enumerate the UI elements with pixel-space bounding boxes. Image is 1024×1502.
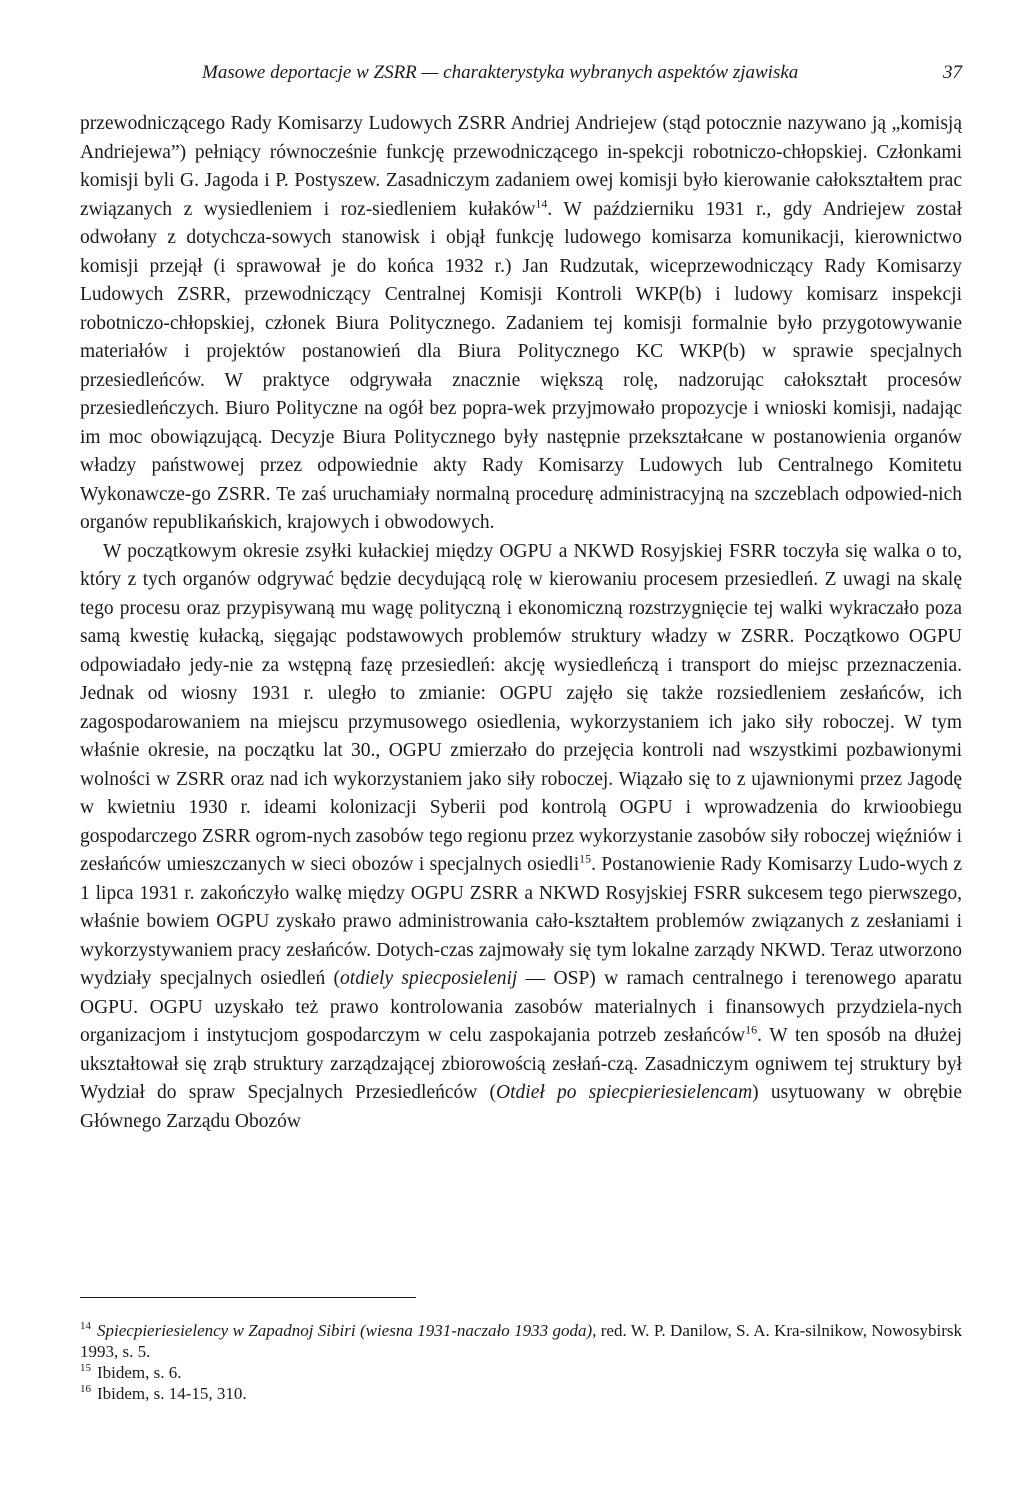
footnote — [80, 1383, 962, 1404]
document-page — [80, 58, 963, 1403]
footnote-reference: 16 — [745, 1022, 758, 1037]
footnote — [80, 1320, 962, 1362]
footnotes — [80, 1320, 962, 1404]
paragraph-text: ) usytuowany w obrębie Głównego Zarządu Obozów — [80, 1082, 962, 1132]
body-text — [80, 110, 962, 1136]
running-header — [80, 58, 962, 88]
running-title: Masowe deportacje w ZSRR — charakterystyka wybranych aspektów zjawiska — [202, 62, 799, 83]
footnote — [80, 1362, 962, 1383]
footnote-number: 15 — [80, 1362, 91, 1375]
page-number: 37 — [943, 62, 962, 83]
footnote-number: 14 — [80, 1320, 91, 1333]
footnote-reference: 15 — [579, 851, 592, 866]
footnote-number: 16 — [80, 1383, 91, 1396]
footnote-reference: 14 — [535, 196, 548, 210]
footnote-text: Ibidem, s. 6. — [97, 1363, 182, 1382]
footnote-separator — [80, 1297, 416, 1298]
paragraph-text: . W październiku 1931 r., gdy Andriejew został odwołany z dotychcza-sowych stanowisk i objął funkcję ludowego komisarza komunikacji, kierownictwo komisji przejął (i sprawował je do końca 1932 r.) Jan Rudzutak, wiceprzewodniczący Rady Komisarzy Ludowych ZSRR, przewodniczący Centralnej Komisji Kontroli WKP(b) i ludowy komisarz inspekcji robotniczo-chłopskiej, członek Biura Politycznego. Zadaniem tej komisji formalnie było przygotowywanie materiałów i projektów postanowień dla Biura Politycznego KC WKP(b) w sprawie specjalnych przesiedleńców. W praktyce odgrywała znacznie większą rolę, nadzorując całokształt procesów przesiedleńczych. Biuro Polityczne na ogół bez popra-wek przyjmowało propozycje i wnioski komisji, nadając im moc obowiązującą. Decyzje Biura Politycznego były następnie przekształcane w postanowienia organów władzy państwowej przez odpowiednie akty Rady Komisarzy Ludowych lub Centralnego Komitetu Wykonawcze-go ZSRR. Te zaś uruchamiały normalną procedurę administracyjną na szczeblach odpowied-nich organów republikańskich, krajowych i obwodowych. — [80, 198, 963, 533]
paragraph-text: . Postanowienie Rady Komisarzy Ludo-wych z 1 lipca 1931 r. zakończyło walkę między OGPU ZSRR a NKWD Rosyjskiej FSRR sukcesem tego pierwszego, właśnie bowiem OGPU zyskało prawo administrowania cało-kształtem problemów związanych z zesłaniami i wykorzystywaniem pracy zesłańców. Dotych-czas zajmowały się tym lokalne zarządy NKWD. Teraz utworzono wydziały specjalnych osiedleń ( — [80, 854, 962, 989]
paragraph — [80, 110, 962, 538]
italic-term: otdiely spiecposielenij — [340, 968, 518, 989]
paragraph — [80, 538, 962, 1137]
footnote-text: , red. W. P. Danilow, S. A. Kra-silnikow, Nowosybirsk 1993, s. 5. — [80, 1321, 962, 1361]
footnote-italic-title: Spiecpieriesielency w Zapadnoj Sibiri (wiesna 1931-naczało 1933 goda) — [97, 1321, 593, 1340]
paragraph-text: — OSP) w ramach centralnego i terenowego aparatu OGPU. OGPU uzyskało też prawo kontrolowania zasobów materialnych i finansowych przydziela-nych organizacjom i instytucjom gospodarczym w celu zaspokajania potrzeb zesłańców — [80, 968, 962, 1046]
paragraph-text: . W ten sposób na dłużej ukształtował się zrąb struktury zarządzającej zbiorowością zesłań-czą. Zasadniczym ogniwem tej struktury był Wydział do spraw Specjalnych Przesiedleńców ( — [80, 1025, 962, 1103]
footnote-text: Ibidem, s. 14-15, 310. — [97, 1384, 247, 1403]
paragraph-text: W początkowym okresie zsyłki kułackiej między OGPU a NKWD Rosyjskiej FSRR toczyła się walka o to, który z tych organów odgrywać będzie decydującą rolę w kierowaniu procesem przesiedleń. Z uwagi na skalę tego procesu oraz przypisywaną mu wagę polityczną i ekonomiczną rozstrzygnięcie tej walki wykraczało poza samą kwestię kułacką, sięgając podstawowych problemów struktury władzy w ZSRR. Początkowo OGPU odpowiadało jedy-nie za wstępną fazę przesiedleń: akcję wysiedleńczą i transport do miejsc przeznaczenia. Jednak od wiosny 1931 r. uległo to zmianie: OGPU zajęło się także rozsiedleniem zesłańców, ich zagospodarowaniem na miejscu przymusowego osiedlenia, wykorzystaniem ich jako siły roboczej. W tym właśnie okresie, na początku lat 30., OGPU zmierzało do przejęcia kontroli nad wszystkimi pozbawionymi wolności w ZSRR oraz nad ich wykorzystaniem jako siły roboczej. Wiązało się to z ujawnionymi przez Jagodę w kwietniu 1930 r. ideami kolonizacji Syberii pod kontrolą OGPU i wprowadzenia do krwioobiegu gospodarczego ZSRR ogrom-nych zasobów tego regionu przez wykorzystanie zasobów siły roboczej więźniów i zesłańców umieszczanych w sieci obozów i specjalnych osiedli — [80, 540, 962, 875]
italic-term: Otdieł po spiecpieriesielencam — [496, 1082, 753, 1103]
paragraph-text: przewodniczącego Rady Komisarzy Ludowych ZSRR Andriej Andriejew (stąd potocznie nazywano ją „komisją Andriejewa”) pełniący równocześnie funkcję przewodniczącego in-spekcji robotniczo-chłopskiej. Członkami komisji byli G. Jagoda i P. Postyszew. Zasadniczym zadaniem owej komisji było kierowanie całokształtem prac związanych z wysiedleniem i roz-siedleniem kułaków — [80, 113, 962, 220]
